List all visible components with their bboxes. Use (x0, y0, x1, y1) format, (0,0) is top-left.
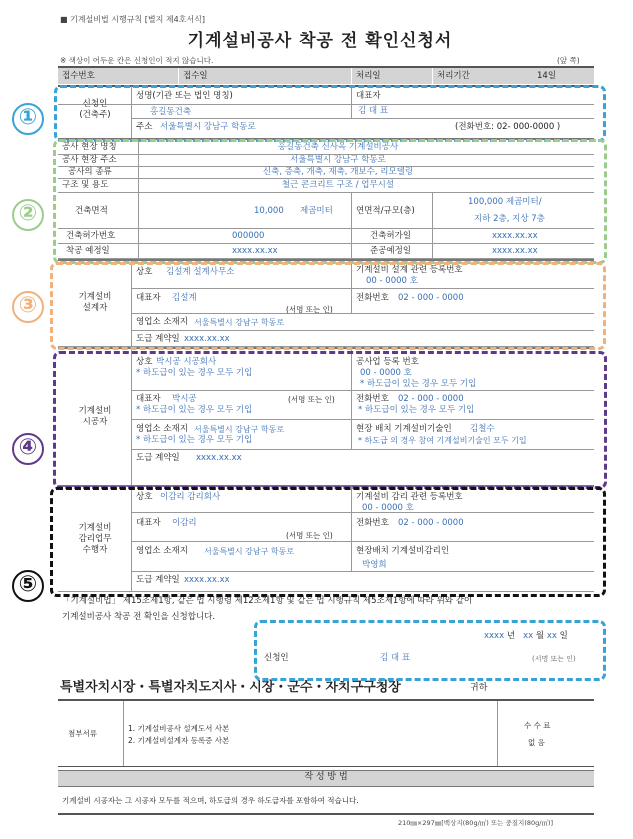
contractor-office-label: 영업소 소재지 (136, 424, 188, 434)
designer-company-label: 상호 (136, 267, 153, 277)
date-day-label: 일 (559, 631, 568, 641)
designer-phone-value[interactable]: 02 - 000 - 0000 (398, 293, 464, 303)
declaration-sign[interactable]: (서명 또는 인) (532, 655, 576, 663)
supervisor-label-line2: 감리업무 (78, 534, 112, 544)
contractor-highlight-box (53, 351, 607, 489)
contractor-contract-value[interactable]: xxxx.xx.xx (196, 453, 242, 463)
contractor-reg-note: * 하도급이 있는 경우 모두 기입 (360, 379, 477, 389)
date-month-label: 월 (535, 631, 545, 641)
designer-label-line2: 설계자 (82, 303, 108, 313)
marker-4: ④ (12, 433, 44, 465)
building-area-label: 건축면적 (75, 206, 108, 216)
site-address-value[interactable]: 서울특별시 강남구 학동로 (290, 155, 386, 165)
designer-rep-value[interactable]: 김설계 (172, 293, 197, 303)
contractor-company-note: * 하도급이 있는 경우 모두 기입 (136, 368, 253, 378)
work-type-label: 공사의 종류 (68, 167, 112, 177)
marker-3: ③ (12, 291, 44, 323)
applicant-label-line2: (건축주) (79, 110, 111, 120)
contractor-company-label: 상호 (136, 357, 153, 367)
contractor-rep-label: 대표자 (136, 394, 161, 404)
contractor-rep-value[interactable]: 박시공 (172, 394, 197, 404)
site-address-label: 공사 현장 주소 (62, 155, 117, 165)
applicant-address-label: 주소 (136, 122, 153, 132)
contractor-label-line1: 기계설비 (78, 406, 112, 416)
supervisor-reg-value[interactable]: 00 - 0000 호 (362, 503, 414, 513)
contractor-company-value[interactable]: 박시공 시공회사 (156, 357, 217, 367)
supervisor-sign[interactable]: (서명 또는 인) (286, 531, 333, 540)
designer-office-label: 영업소 소재지 (136, 317, 188, 327)
contractor-reg-label: 공사업 등록 번호 (356, 357, 419, 367)
supervisor-contract-value[interactable]: xxxx.xx.xx (184, 575, 230, 585)
work-type-value[interactable]: 신축, 증축, 개축, 재축, 개보수, 리모델링 (262, 167, 414, 177)
receipt-number-label: 접수번호 (62, 71, 95, 81)
designer-label-line1: 기계설비 (78, 292, 112, 302)
date-month[interactable]: xx (523, 631, 534, 641)
designer-contract-value[interactable]: xxxx.xx.xx (184, 334, 230, 344)
designer-sign[interactable]: (서명 또는 인) (286, 305, 333, 314)
supervisor-rep-label: 대표자 (136, 518, 161, 528)
designer-office-value[interactable]: 서울특별시 강남구 학동로 (194, 318, 285, 327)
designer-phone-label: 전화번호 (356, 293, 389, 303)
permit-date-label: 건축허가일 (370, 231, 412, 241)
supervisor-inspector-label: 현장배치 기계설비감리인 (356, 546, 450, 556)
structure-use-label: 구조 및 용도 (62, 180, 109, 190)
contractor-reg-value[interactable]: 00 - 0000 호 (360, 368, 412, 378)
site-name-label: 공사 현장 명칭 (62, 142, 117, 152)
supervisor-rep-value[interactable]: 이감리 (172, 518, 197, 528)
marker-2: ② (12, 199, 44, 231)
designer-reg-value[interactable]: 00 - 0000 호 (366, 276, 418, 286)
applicant-label-line1: 신청인 (82, 99, 108, 109)
date-day[interactable]: xx (546, 631, 557, 641)
supervisor-reg-label: 기계설비 감리 관련 등록번호 (356, 492, 463, 502)
applicant-name-value[interactable]: 홍길동건축 (150, 107, 192, 117)
floor-area-label: 연면적/규모(층) (356, 206, 415, 216)
supervisor-highlight-box (50, 487, 606, 597)
instructions-text: 기계설비 시공자는 그 시공자 모두를 적으며, 하도급의 경우 하도급자를 포함하여 적습니다. (62, 796, 359, 805)
applicant-highlight-box (54, 85, 606, 142)
applicant-sign-highlight-box (254, 620, 606, 681)
applicant-address-value[interactable]: 서울특별시 강남구 학동로 (160, 122, 256, 132)
applicant-phone[interactable]: (전화번호: 02- 000-0000 ) (455, 122, 561, 132)
attachment-item-1: 1. 기계설비공사 설계도서 사본 (128, 724, 230, 733)
permit-number-value[interactable]: 000000 (232, 231, 265, 241)
contractor-sign[interactable]: (서명 또는 인) (288, 395, 335, 404)
contractor-engineer-label: 현장 배치 기계설비기술인 (356, 424, 452, 434)
fee-value: 없 음 (528, 738, 545, 747)
start-date-label: 착공 예정일 (66, 246, 110, 256)
date-year[interactable]: xxxx (484, 631, 505, 641)
contractor-label-line2: 시공자 (82, 417, 108, 427)
supervisor-contract-label: 도급 계약일 (136, 575, 180, 585)
addressee-suffix: 귀하 (470, 683, 488, 693)
building-area-unit: 제곱미터 (300, 206, 333, 216)
addressee: 특별자치시장・특별자치도지사・시장・군수・자치구구청장 (60, 680, 401, 695)
paper-spec: 210㎜×297㎜[백상지(80g/㎡) 또는 중질지(80g/㎡)] (398, 819, 554, 827)
designer-highlight-box (50, 262, 606, 350)
supervisor-phone-value[interactable]: 02 - 000 - 0000 (398, 518, 464, 528)
supervisor-label-line3: 수행자 (82, 545, 108, 555)
completion-date-value[interactable]: xxxx.xx.xx (492, 246, 538, 256)
designer-rep-label: 대표자 (136, 293, 161, 303)
process-period-label: 처리기간 (437, 71, 470, 81)
contractor-phone-value[interactable]: 02 - 000 - 0000 (398, 394, 464, 404)
supervisor-company-value[interactable]: 이감리 감리회사 (160, 492, 221, 502)
supervisor-company-label: 상호 (136, 492, 153, 502)
process-period-value: 14일 (537, 71, 557, 81)
start-date-value[interactable]: xxxx.xx.xx (232, 246, 278, 256)
process-date-label: 처리일 (356, 71, 381, 81)
receipt-date-label: 접수일 (183, 71, 208, 81)
permit-date-value[interactable]: xxxx.xx.xx (492, 231, 538, 241)
applicant-rep-value[interactable]: 김 대 표 (358, 106, 389, 116)
designer-contract-label: 도급 계약일 (136, 334, 180, 344)
floors-value[interactable]: 지하 2층, 지상 7층 (474, 214, 545, 224)
declaration-applicant-value[interactable]: 김 대 표 (380, 653, 411, 663)
fee-label: 수 수 료 (524, 721, 551, 730)
contractor-phone-label: 전화번호 (356, 394, 389, 404)
declaration-line2: 기계설비공사 착공 전 확인을 신청합니다. (62, 612, 216, 622)
permit-number-label: 건축허가번호 (66, 231, 116, 241)
marker-5: ⑤ (12, 570, 44, 602)
receipt-row (58, 68, 594, 84)
supervisor-inspector-value[interactable]: 박영희 (362, 560, 387, 570)
attachments-label: 첨부서류 (68, 729, 97, 738)
completion-date-label: 준공예정일 (370, 246, 412, 256)
supervisor-office-value[interactable]: 서울특별시 강남구 학동로 (204, 547, 295, 556)
site-highlight-box (53, 139, 607, 264)
contractor-engineer-value[interactable]: 김철수 (470, 424, 495, 434)
marker-1: ① (12, 103, 44, 135)
supervisor-office-label: 영업소 소재지 (136, 546, 188, 556)
contractor-engineer-note: * 하도급 의 경우 참여 기계설비기술인 모두 기입 (358, 436, 527, 445)
page-side-label: (앞 쪽) (557, 56, 580, 65)
contractor-phone-note: * 하도급이 있는 경우 모두 기입 (358, 405, 475, 415)
supervisor-phone-label: 전화번호 (356, 518, 389, 528)
contractor-rep-note: * 하도급이 있는 경우 모두 기입 (136, 405, 253, 415)
attachment-item-2: 2. 기계설비설계자 등록증 사본 (128, 736, 230, 745)
contractor-office-value[interactable]: 서울특별시 강남구 학동로 (194, 425, 285, 434)
designer-reg-label: 기계설비 설계 관련 등록번호 (356, 265, 463, 275)
declaration-applicant-label: 신청인 (264, 653, 289, 663)
contractor-office-note: * 하도급이 있는 경우 모두 기입 (136, 435, 253, 445)
contractor-contract-label: 도급 계약일 (136, 453, 180, 463)
applicant-name-label: 성명(기관 또는 법인 명칭) (136, 91, 233, 101)
date-year-label: 년 (506, 631, 516, 641)
applicant-rep-label: 대표자 (356, 91, 381, 101)
floor-area-value[interactable]: 100,000 제곱미터/ (468, 197, 542, 207)
building-area-value[interactable]: 10,000 (254, 206, 284, 216)
regulation-reference: ■ 기계설비법 시행규칙 [별지 제4호서식] (60, 15, 205, 24)
instructions-title: 작 성 방 법 (304, 772, 348, 782)
designer-company-value[interactable]: 김설계 설계사무소 (166, 267, 235, 277)
structure-use-value[interactable]: 철근 콘크리트 구조 / 업무시설 (281, 180, 395, 190)
form-note: ※ 색상이 어두운 칸은 신청인이 적지 않습니다. (60, 56, 214, 65)
supervisor-label-line1: 기계설비 (78, 523, 112, 533)
declaration-line1: 「기계설비법」 제15조제1항, 같은 법 시행령 제12조제1항 및 같은 법 시행규칙 제5조제1항에 따라 위와 같이 (62, 596, 473, 606)
form-title: 기계설비공사 착공 전 확인신청서 (187, 31, 453, 51)
site-name-value[interactable]: 홍길동건축 신사옥 기계설비공사 (277, 142, 399, 152)
